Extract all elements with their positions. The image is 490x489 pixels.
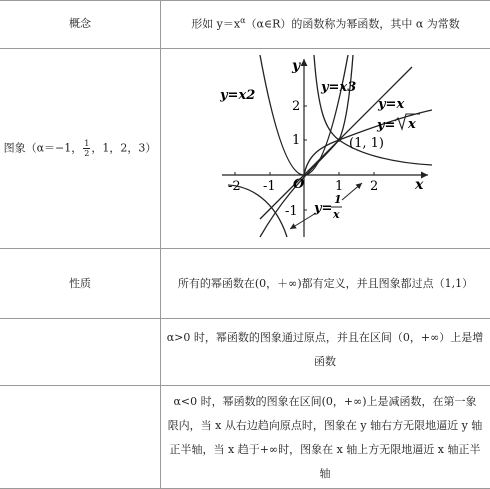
arrow-to-reciprocal-q1 bbox=[342, 183, 362, 200]
label-x-squared: y=x2 bbox=[220, 88, 256, 103]
column-divider bbox=[160, 0, 161, 489]
origin-label: O bbox=[293, 177, 305, 192]
tick-label-x-1: 1 bbox=[335, 179, 344, 194]
tick-label-x-neg2: -2 bbox=[228, 179, 241, 194]
tick-label-y-2: 2 bbox=[292, 99, 301, 114]
rule-3 bbox=[0, 318, 490, 319]
definition-exponent: α bbox=[240, 15, 246, 25]
label-x-cubed: y=x3 bbox=[321, 80, 357, 95]
tick-label-y-1: 1 bbox=[292, 133, 301, 148]
definition-prefix: 形如 y＝x bbox=[191, 17, 241, 31]
alpha-negative-line4: 轴 bbox=[319, 467, 331, 480]
fraction-numerator: 1 bbox=[84, 139, 90, 148]
graph-label-fraction bbox=[83, 139, 90, 158]
graph-label-text bbox=[4, 139, 157, 158]
label-reciprocal-prefix: y= bbox=[314, 201, 333, 216]
property-alpha-positive bbox=[166, 326, 484, 374]
property-label bbox=[0, 249, 160, 318]
label-reciprocal-numerator: 1 bbox=[334, 193, 342, 206]
alpha-positive-line1: α>0 时，幂函数的图象通过原点，并且在区间（0，+∞）上是增 bbox=[166, 331, 484, 344]
graph-label-suffix: ，1，2，3） bbox=[91, 141, 157, 155]
property-common bbox=[161, 249, 490, 318]
concept-label bbox=[0, 0, 160, 48]
definition-rest: （α∈R）的函数称为幂函数，其中 α 为常数 bbox=[245, 17, 460, 31]
label-identity: y=x bbox=[378, 97, 405, 112]
concept-definition bbox=[161, 0, 490, 48]
y-axis-label: y bbox=[292, 58, 301, 74]
alpha-negative-line1: α<0 时，幂函数的图象在区间(0，+∞)上是减函数，在第一象 bbox=[173, 395, 477, 408]
fraction-denominator: 2 bbox=[84, 149, 90, 158]
alpha-positive-line2: 函数 bbox=[314, 355, 336, 368]
label-sqrt-prefix: y= bbox=[377, 118, 396, 133]
label-reciprocal bbox=[313, 193, 342, 221]
alpha-negative-line2: 限内，当 x 从右边趋向原点时，图象在 y 轴右方无限地逼近 y 轴 bbox=[167, 419, 483, 432]
graph-label bbox=[0, 49, 160, 248]
tick-label-x-2: 2 bbox=[370, 179, 379, 194]
point-label: (1, 1) bbox=[349, 136, 384, 151]
rule-4 bbox=[0, 385, 490, 386]
alpha-negative-line3: 正半轴，当 x 趋于+∞时，图象在 x 轴上方无限地逼近 x 轴正半 bbox=[169, 443, 481, 456]
property-common-text: 所有的幂函数在(0，＋∞)都有定义，并且图象都过点（1,1） bbox=[177, 276, 474, 290]
tick-label-x-neg1: -1 bbox=[263, 179, 276, 194]
graph-label-prefix: 图象（α＝−1， bbox=[3, 141, 83, 155]
concept-label-text: 概念 bbox=[69, 17, 91, 31]
x-axis-label: x bbox=[415, 177, 424, 193]
property-label-text: 性质 bbox=[69, 276, 91, 290]
point-1-1 bbox=[337, 138, 341, 142]
label-reciprocal-denominator: x bbox=[333, 208, 340, 221]
power-function-graph bbox=[220, 55, 440, 240]
tick-label-y-neg1: -1 bbox=[285, 204, 298, 219]
label-sqrt-arg: x bbox=[408, 117, 416, 132]
definition-text bbox=[191, 15, 460, 33]
property-alpha-negative bbox=[166, 390, 484, 486]
label-sqrt bbox=[376, 114, 420, 133]
